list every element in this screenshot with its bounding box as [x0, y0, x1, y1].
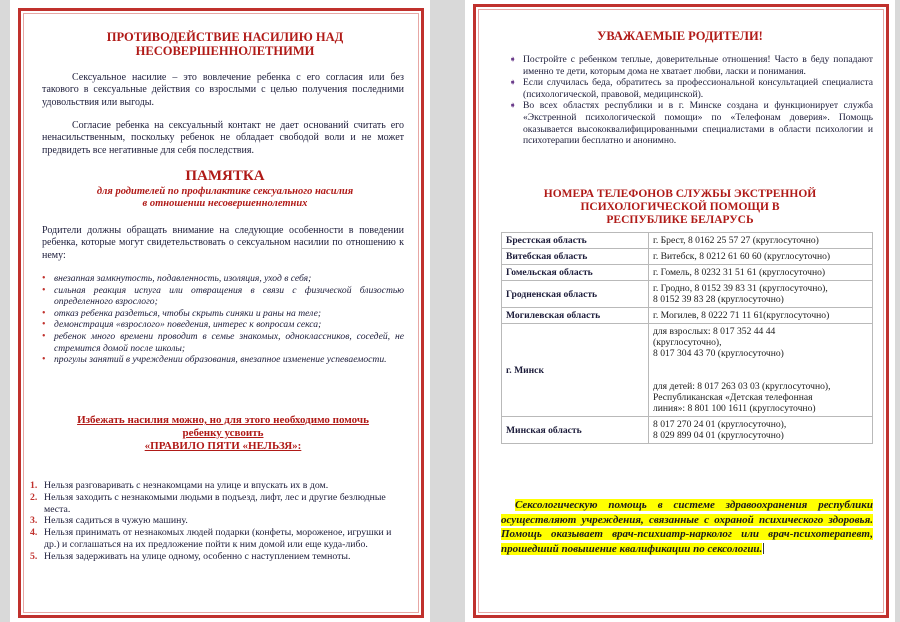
rule-number: 1. — [30, 480, 38, 491]
region-cell: Гродненская область — [502, 281, 649, 308]
rule-item — [30, 480, 402, 492]
rule-item — [30, 551, 402, 563]
footer-highlight: Сексологическую помощь в системе здравоохранения республики осуществляют учреждения, связанные с охраной психического здоровья. Помощь оказывает врач-психиатр-нарколог или врач-психотерапевт, прошедший повышение квалификации по сексологии. — [501, 499, 873, 555]
bullet-icon: • — [42, 273, 46, 284]
rule-item — [30, 515, 402, 527]
phone-cell — [649, 324, 873, 417]
left-para1: Сексуальное насилие – это вовлечение ребенка с его согласия или без такового в сексуальные действия со взрослыми с целью получения последними удовольствия или выгоды. — [42, 72, 404, 108]
phone-row — [502, 324, 873, 417]
region-cell: Гомельская область — [502, 265, 649, 281]
rule-heading-line1: Избежать насилия можно, но для этого необходимо помочь — [77, 414, 369, 426]
left-title-line1: ПРОТИВОДЕЙСТВИЕ НАСИЛИЮ НАД — [106, 30, 344, 44]
phone-line: г. Гомель, 8 0232 31 51 61 (круглосуточно) — [653, 267, 826, 278]
right-title: УВАЖАЕМЫЕ РОДИТЕЛИ! — [597, 29, 763, 43]
phone-row — [502, 233, 873, 249]
rule-number: 5. — [30, 550, 38, 562]
left-page — [10, 0, 430, 622]
bullet-icon: • — [42, 354, 46, 366]
phone-line: г. Гродно, 8 0152 39 83 31 (круглосуточно), — [653, 283, 828, 294]
arrow-bullet-icon: ➧ — [509, 100, 517, 111]
sign-item — [42, 354, 404, 366]
phone-line — [653, 370, 868, 381]
sign-text: прогулы занятий в учреждении образования, внезапное изменение успеваемости. — [54, 354, 387, 366]
phone-line: линия»: 8 801 100 1611 (круглосуточно) — [653, 403, 816, 414]
memo-subtitle — [50, 186, 400, 211]
memo-subtitle-line2: в отношении несовершеннолетних — [142, 198, 308, 210]
advice-item — [509, 77, 873, 100]
sign-text: отказ ребенка раздеться, чтобы скрыть синяки и раны на теле; — [54, 307, 322, 319]
rule-heading-line3: «ПРАВИЛО ПЯТИ «НЕЛЬЗЯ»: — [144, 440, 302, 452]
left-title-line2: НЕСОВЕРШЕННОЛЕТНИМИ — [135, 44, 315, 58]
phone-cell — [649, 417, 873, 444]
sign-text: ребенок много времени проводит в семье знакомых, одноклассников, соседей, не стремится домой после школы; — [54, 330, 404, 354]
phone-line: 8 0152 39 83 28 (круглосуточно) — [653, 294, 784, 305]
phone-cell — [649, 308, 873, 324]
left-title — [50, 30, 400, 58]
advice-list — [509, 54, 873, 147]
phones-title-line1: НОМЕРА ТЕЛЕФОНОВ СЛУЖБЫ ЭКСТРЕННОЙ — [543, 188, 817, 200]
advice-text: Постройте с ребенком теплые, доверительные отношения! Часто в беду попадают именно те дети, которым дома не хватает любви, ласки и понимания. — [523, 54, 873, 77]
bullet-icon: • — [42, 330, 46, 342]
phones-title-line2: ПСИХОЛОГИЧЕСКОЙ ПОМОЩИ В — [580, 201, 780, 213]
phone-row — [502, 281, 873, 308]
phone-line: г. Витебск, 8 0212 61 60 60 (круглосуточно) — [653, 251, 831, 262]
advice-text: Во всех областях республики и в г. Минске создана и функционирует служба «Экстренной психологической помощи» по «Телефонам доверия». Помощь оказывается высококвалифицированными специалистами в области психологии и психотерапии бесплатно и анонимно. — [523, 100, 873, 147]
sign-item — [42, 319, 404, 331]
arrow-bullet-icon: ➧ — [509, 54, 517, 64]
sign-text: сильная реакция испуга или отвращения в связи с физической близостью определенного взрослого; — [54, 284, 404, 308]
region-cell: Могилевская область — [502, 308, 649, 324]
rule-text: Нельзя принимать от незнакомых людей подарки (конфеты, мороженое, игрушки и др.) и соглашаться на их предложение пойти к ним домой или еще куда-либо. — [44, 527, 392, 550]
phone-line: 8 029 899 04 01 (круглосуточно) — [653, 430, 784, 441]
sign-item — [42, 273, 404, 285]
phone-row — [502, 265, 873, 281]
rule-text: Нельзя разговаривать с незнакомцами на улице и впускать их в дом. — [44, 480, 329, 491]
region-cell: Минская область — [502, 417, 649, 444]
sign-text: внезапная замкнутость, подавленность, изоляция, уход в себя; — [54, 273, 312, 284]
phone-line: (круглосуточно), — [653, 337, 722, 348]
bullet-icon: • — [42, 319, 46, 331]
phone-line: Республиканская «Детская телефонная — [653, 392, 813, 403]
phone-cell — [649, 233, 873, 249]
phone-line: г. Могилев, 8 0222 71 11 61(круглосуточно) — [653, 310, 830, 321]
rule-text: Нельзя заходить с незнакомыми людьми в подъезд, лифт, лес и другие безлюдные места. — [44, 491, 386, 515]
left-para2: Согласие ребенка на сексуальный контакт не дает оснований считать его ненасильственным, поскольку ребенок не обладает свободой воли и не может предвидеть все негативные для себя последствия. — [42, 120, 404, 156]
rule-heading-line2: ребенку усвоить — [182, 427, 264, 439]
phone-line: г. Брест, 8 0162 25 57 27 (круглосуточно) — [653, 235, 819, 246]
signs-intro: Родители должны обращать внимание на следующие особенности в поведении ребенка, которые могут свидетельствовать о сексуальном насилии по отношению к нему: — [42, 225, 404, 261]
rule-item — [30, 527, 402, 551]
rule-heading — [42, 414, 404, 453]
sign-item — [42, 285, 404, 308]
region-cell: г. Минск — [502, 324, 649, 417]
sign-item — [42, 331, 404, 354]
bullet-icon: • — [42, 307, 46, 319]
bullet-icon: • — [42, 284, 46, 296]
text-cursor — [763, 543, 764, 554]
signs-list — [42, 273, 404, 366]
advice-item — [509, 54, 873, 77]
phones-table — [501, 232, 873, 444]
phone-cell — [649, 281, 873, 308]
phone-line: для детей: 8 017 263 03 03 (круглосуточно), — [653, 381, 831, 392]
phone-line — [653, 359, 868, 370]
advice-text: Если случилась беда, обратитесь за профессиональной консультацией специалиста (психологической, правовой, медицинской). — [523, 77, 873, 100]
phone-row — [502, 308, 873, 324]
phones-title — [505, 188, 855, 227]
footer-note — [501, 498, 873, 556]
arrow-bullet-icon: ➧ — [509, 77, 517, 88]
right-page — [465, 0, 895, 622]
memo-title: ПАМЯТКА — [185, 168, 265, 184]
rule-number: 2. — [30, 491, 38, 503]
phone-cell — [649, 249, 873, 265]
phone-row — [502, 417, 873, 444]
phone-row — [502, 249, 873, 265]
phone-cell — [649, 265, 873, 281]
phone-line: 8 017 270 24 01 (круглосуточно), — [653, 419, 787, 430]
advice-item — [509, 100, 873, 146]
region-cell: Брестская область — [502, 233, 649, 249]
phone-line: 8 017 304 43 70 (круглосуточно) — [653, 348, 784, 359]
phones-title-line3: РЕСПУБЛИКЕ БЕЛАРУСЬ — [606, 214, 754, 226]
rules-list — [30, 480, 402, 563]
rule-item — [30, 492, 402, 516]
rule-text: Нельзя садиться в чужую машину. — [44, 515, 188, 527]
memo-subtitle-line1: для родителей по профилактике сексуального насилия — [96, 186, 354, 197]
sign-item — [42, 308, 404, 320]
rule-number: 4. — [30, 527, 38, 539]
phone-line: для взрослых: 8 017 352 44 44 — [653, 326, 776, 337]
sign-text: демонстрация «взрослого» поведения, интерес к вопросам секса; — [54, 319, 322, 331]
rule-number: 3. — [30, 515, 38, 527]
region-cell: Витебская область — [502, 249, 649, 265]
rule-text: Нельзя задерживать на улице одному, особенно с наступлением темноты. — [44, 550, 351, 562]
